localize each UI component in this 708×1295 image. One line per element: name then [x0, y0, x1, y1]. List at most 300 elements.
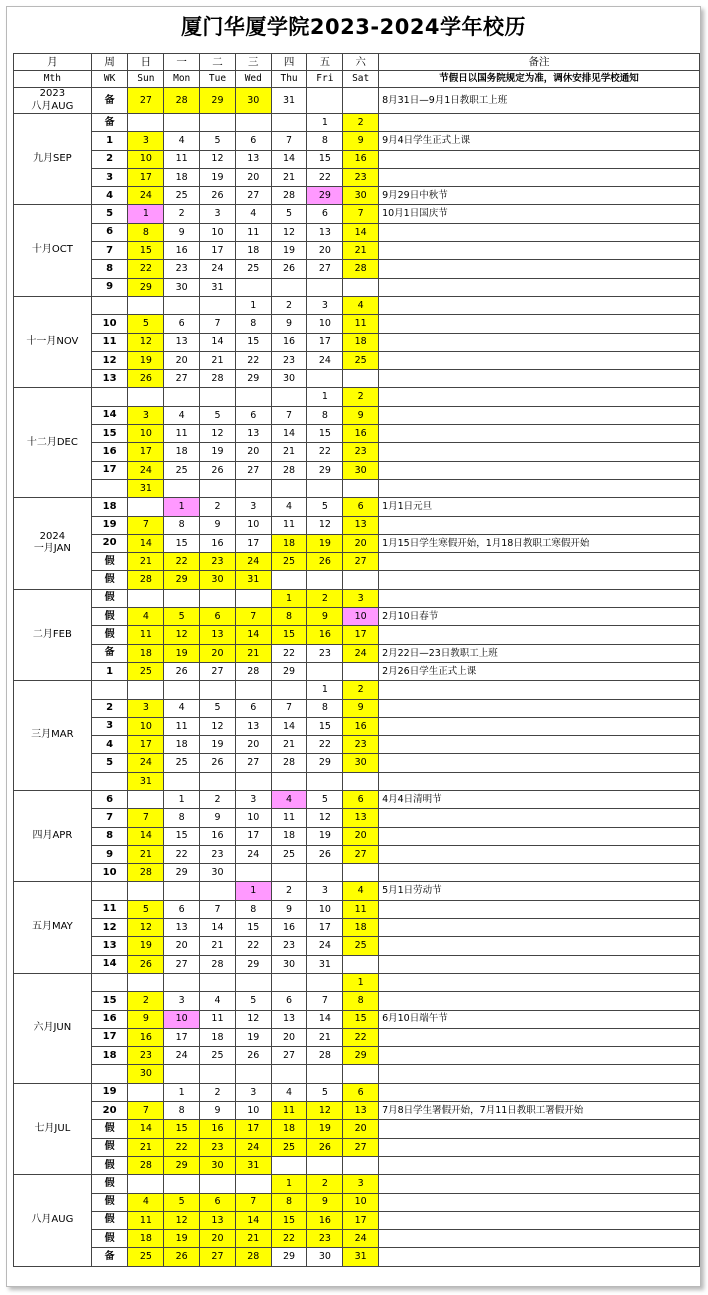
- day-cell-tue: [200, 479, 236, 497]
- day-cell-thu: 22: [271, 644, 307, 662]
- day-cell-sun: 4: [128, 608, 164, 626]
- day-cell-tue: 9: [200, 1102, 236, 1120]
- week-number: 备: [91, 88, 128, 114]
- day-cell-sat: [343, 1156, 379, 1174]
- note-cell: [379, 370, 700, 388]
- day-cell-sun: [128, 296, 164, 314]
- table-row: [14, 1010, 700, 1028]
- academic-calendar-table: [13, 53, 700, 1267]
- day-cell-sat: 13: [343, 809, 379, 827]
- day-cell-thu: 4: [271, 790, 307, 808]
- day-cell-fri: 24: [307, 351, 343, 369]
- day-cell-fri: 16: [307, 626, 343, 644]
- day-cell-sat: 9: [343, 132, 379, 150]
- table-row: [14, 1138, 700, 1156]
- day-cell-mon: 12: [164, 626, 200, 644]
- day-cell-wed: [235, 388, 271, 406]
- header-sun-en: Sun: [128, 71, 164, 88]
- day-cell-thu: 20: [271, 1028, 307, 1046]
- note-cell: [379, 223, 700, 241]
- day-cell-mon: 4: [164, 406, 200, 424]
- day-cell-wed: 8: [235, 900, 271, 918]
- day-cell-thu: [271, 1065, 307, 1083]
- month-label: 十月OCT: [14, 205, 92, 296]
- day-cell-sat: 16: [343, 425, 379, 443]
- week-number: 1: [91, 132, 128, 150]
- day-cell-tue: 12: [200, 150, 236, 168]
- note-cell: 2月10日春节: [379, 608, 700, 626]
- note-cell: [379, 589, 700, 607]
- day-cell-wed: 5: [235, 992, 271, 1010]
- day-cell-tue: 5: [200, 699, 236, 717]
- week-number: 5: [91, 754, 128, 772]
- day-cell-sat: 3: [343, 589, 379, 607]
- day-cell-mon: [164, 681, 200, 699]
- day-cell-sun: 15: [128, 242, 164, 260]
- day-cell-wed: [235, 864, 271, 882]
- note-cell: 1月15日学生寒假开始，1月18日教职工寒假开始: [379, 534, 700, 552]
- note-cell: [379, 114, 700, 132]
- day-cell-sun: [128, 973, 164, 991]
- day-cell-sat: 6: [343, 790, 379, 808]
- day-cell-thu: 30: [271, 955, 307, 973]
- day-cell-wed: 24: [235, 845, 271, 863]
- month-label: 九月SEP: [14, 114, 92, 205]
- day-cell-sun: 5: [128, 315, 164, 333]
- header-thu-en: Thu: [271, 71, 307, 88]
- day-cell-mon: 1: [164, 1083, 200, 1101]
- day-cell-tue: 12: [200, 425, 236, 443]
- day-cell-sat: 11: [343, 315, 379, 333]
- week-number: 假: [91, 1230, 128, 1248]
- day-cell-wed: 15: [235, 919, 271, 937]
- day-cell-fri: [307, 1156, 343, 1174]
- day-cell-fri: 10: [307, 315, 343, 333]
- table-row: [14, 1230, 700, 1248]
- week-number: 假: [91, 1211, 128, 1229]
- day-cell-wed: 24: [235, 1138, 271, 1156]
- table-row: [14, 534, 700, 552]
- day-cell-fri: 3: [307, 882, 343, 900]
- day-cell-sat: [343, 370, 379, 388]
- day-cell-fri: 19: [307, 827, 343, 845]
- week-number: 4: [91, 187, 128, 205]
- header-notes: 备注: [379, 54, 700, 71]
- day-cell-thu: 8: [271, 608, 307, 626]
- day-cell-sun: 17: [128, 443, 164, 461]
- note-cell: 7月8日学生署假开始，7月11日教职工署假开始: [379, 1102, 700, 1120]
- month-label: 十二月DEC: [14, 388, 92, 498]
- day-cell-sat: 3: [343, 1175, 379, 1193]
- day-cell-sun: 29: [128, 278, 164, 296]
- day-cell-mon: 4: [164, 132, 200, 150]
- day-cell-tue: 3: [200, 205, 236, 223]
- day-cell-tue: 30: [200, 571, 236, 589]
- note-cell: [379, 1193, 700, 1211]
- day-cell-fri: 22: [307, 168, 343, 186]
- week-number: 12: [91, 351, 128, 369]
- header-wed: 三: [235, 54, 271, 71]
- day-cell-mon: 18: [164, 443, 200, 461]
- day-cell-thu: 23: [271, 937, 307, 955]
- day-cell-thu: 23: [271, 351, 307, 369]
- day-cell-sun: 18: [128, 1230, 164, 1248]
- day-cell-wed: 14: [235, 626, 271, 644]
- note-cell: [379, 717, 700, 735]
- day-cell-sun: 14: [128, 1120, 164, 1138]
- day-cell-mon: 30: [164, 278, 200, 296]
- day-cell-fri: 16: [307, 1211, 343, 1229]
- day-cell-wed: 20: [235, 443, 271, 461]
- day-cell-tue: 12: [200, 717, 236, 735]
- table-row: [14, 809, 700, 827]
- table-row: [14, 1248, 700, 1266]
- day-cell-sun: 10: [128, 150, 164, 168]
- table-row: [14, 955, 700, 973]
- day-cell-mon: 5: [164, 1193, 200, 1211]
- day-cell-mon: 26: [164, 1248, 200, 1266]
- day-cell-tue: 28: [200, 370, 236, 388]
- day-cell-sun: 21: [128, 1138, 164, 1156]
- week-number: 假: [91, 553, 128, 571]
- day-cell-sat: 24: [343, 644, 379, 662]
- day-cell-mon: 28: [164, 88, 200, 114]
- day-cell-fri: 21: [307, 1028, 343, 1046]
- month-label: 四月APR: [14, 790, 92, 881]
- month-label: 五月MAY: [14, 882, 92, 973]
- day-cell-fri: 9: [307, 608, 343, 626]
- day-cell-mon: 8: [164, 1102, 200, 1120]
- day-cell-sun: 25: [128, 662, 164, 680]
- week-number: 3: [91, 168, 128, 186]
- note-cell: 2月26日学生正式上课: [379, 662, 700, 680]
- week-number: 备: [91, 644, 128, 662]
- header-mon-en: Mon: [164, 71, 200, 88]
- day-cell-mon: 25: [164, 461, 200, 479]
- day-cell-tue: 30: [200, 864, 236, 882]
- day-cell-wed: 15: [235, 333, 271, 351]
- day-cell-sun: 11: [128, 1211, 164, 1229]
- day-cell-tue: 30: [200, 1156, 236, 1174]
- week-number: [91, 296, 128, 314]
- day-cell-mon: 22: [164, 845, 200, 863]
- day-cell-fri: 15: [307, 717, 343, 735]
- day-cell-thu: 25: [271, 1138, 307, 1156]
- day-cell-fri: 10: [307, 900, 343, 918]
- day-cell-thu: 19: [271, 242, 307, 260]
- day-cell-wed: 17: [235, 1120, 271, 1138]
- week-number: 假: [91, 1175, 128, 1193]
- day-cell-wed: 8: [235, 315, 271, 333]
- week-number: [91, 973, 128, 991]
- note-cell: [379, 150, 700, 168]
- note-cell: [379, 973, 700, 991]
- day-cell-sat: 30: [343, 461, 379, 479]
- header-wed-en: Wed: [235, 71, 271, 88]
- day-cell-mon: 1: [164, 790, 200, 808]
- day-cell-mon: 4: [164, 699, 200, 717]
- day-cell-mon: 20: [164, 937, 200, 955]
- day-cell-wed: 25: [235, 260, 271, 278]
- day-cell-wed: 21: [235, 644, 271, 662]
- note-cell: [379, 553, 700, 571]
- day-cell-sun: [128, 681, 164, 699]
- day-cell-tue: 6: [200, 608, 236, 626]
- day-cell-mon: 11: [164, 425, 200, 443]
- day-cell-tue: 31: [200, 278, 236, 296]
- day-cell-fri: [307, 973, 343, 991]
- day-cell-sun: 26: [128, 370, 164, 388]
- header-notes-en: 节假日以国务院规定为准，调休安排见学校通知: [379, 71, 700, 88]
- day-cell-wed: 22: [235, 351, 271, 369]
- table-row: [14, 827, 700, 845]
- day-cell-sun: 24: [128, 754, 164, 772]
- note-cell: [379, 1120, 700, 1138]
- day-cell-sun: 31: [128, 772, 164, 790]
- page-title: 厦门华厦学院2023-2024学年校历: [180, 15, 527, 39]
- note-cell: [379, 260, 700, 278]
- day-cell-tue: 9: [200, 809, 236, 827]
- day-cell-thu: 2: [271, 296, 307, 314]
- day-cell-wed: 27: [235, 187, 271, 205]
- day-cell-fri: 23: [307, 1230, 343, 1248]
- day-cell-tue: 13: [200, 1211, 236, 1229]
- day-cell-tue: 29: [200, 88, 236, 114]
- table-row: [14, 644, 700, 662]
- day-cell-sat: 25: [343, 351, 379, 369]
- table-row: [14, 1047, 700, 1065]
- day-cell-tue: 18: [200, 1028, 236, 1046]
- note-cell: [379, 681, 700, 699]
- week-number: 13: [91, 937, 128, 955]
- week-number: 14: [91, 406, 128, 424]
- note-cell: [379, 955, 700, 973]
- day-cell-fri: [307, 370, 343, 388]
- week-number: [91, 882, 128, 900]
- day-cell-wed: 29: [235, 370, 271, 388]
- day-cell-fri: 29: [307, 187, 343, 205]
- week-number: [91, 681, 128, 699]
- week-number: 18: [91, 1047, 128, 1065]
- day-cell-sun: 22: [128, 260, 164, 278]
- day-cell-sat: [343, 479, 379, 497]
- day-cell-fri: 5: [307, 498, 343, 516]
- week-number: 假: [91, 608, 128, 626]
- day-cell-fri: 1: [307, 388, 343, 406]
- day-cell-wed: 22: [235, 937, 271, 955]
- table-row: [14, 1175, 700, 1193]
- day-cell-tue: [200, 1065, 236, 1083]
- day-cell-tue: 2: [200, 790, 236, 808]
- table-row: [14, 150, 700, 168]
- day-cell-tue: 19: [200, 736, 236, 754]
- day-cell-thu: 18: [271, 827, 307, 845]
- table-row: [14, 626, 700, 644]
- day-cell-tue: 5: [200, 132, 236, 150]
- day-cell-tue: [200, 388, 236, 406]
- table-row: [14, 498, 700, 516]
- day-cell-fri: 17: [307, 919, 343, 937]
- month-label: 2023 八月AUG: [14, 88, 92, 114]
- day-cell-mon: 19: [164, 644, 200, 662]
- day-cell-sat: 24: [343, 1230, 379, 1248]
- week-number: 6: [91, 790, 128, 808]
- day-cell-fri: 22: [307, 443, 343, 461]
- day-cell-fri: 9: [307, 1193, 343, 1211]
- table-row: [14, 406, 700, 424]
- day-cell-sun: 30: [128, 1065, 164, 1083]
- day-cell-sun: 28: [128, 1156, 164, 1174]
- day-cell-thu: 30: [271, 370, 307, 388]
- day-cell-mon: 25: [164, 187, 200, 205]
- day-cell-wed: 20: [235, 168, 271, 186]
- day-cell-wed: 20: [235, 736, 271, 754]
- week-number: 假: [91, 571, 128, 589]
- table-row: [14, 187, 700, 205]
- note-cell: [379, 900, 700, 918]
- table-row: [14, 1065, 700, 1083]
- day-cell-mon: [164, 1175, 200, 1193]
- day-cell-wed: 6: [235, 699, 271, 717]
- day-cell-mon: 8: [164, 516, 200, 534]
- note-cell: [379, 1083, 700, 1101]
- day-cell-tue: 25: [200, 1047, 236, 1065]
- day-cell-thu: 28: [271, 754, 307, 772]
- table-row: [14, 662, 700, 680]
- day-cell-sun: 14: [128, 827, 164, 845]
- day-cell-sun: [128, 388, 164, 406]
- day-cell-thu: [271, 114, 307, 132]
- header-tue: 二: [200, 54, 236, 71]
- day-cell-mon: [164, 388, 200, 406]
- week-number: 19: [91, 1083, 128, 1101]
- day-cell-tue: 17: [200, 242, 236, 260]
- day-cell-wed: 13: [235, 425, 271, 443]
- note-cell: [379, 461, 700, 479]
- day-cell-sat: 15: [343, 1010, 379, 1028]
- day-cell-wed: 10: [235, 516, 271, 534]
- week-number: [91, 772, 128, 790]
- note-cell: [379, 443, 700, 461]
- day-cell-mon: 5: [164, 608, 200, 626]
- day-cell-sat: 29: [343, 1047, 379, 1065]
- day-cell-mon: 15: [164, 534, 200, 552]
- day-cell-thu: 16: [271, 333, 307, 351]
- day-cell-sat: 28: [343, 260, 379, 278]
- header-tue-en: Tue: [200, 71, 236, 88]
- table-row: [14, 772, 700, 790]
- table-row: [14, 900, 700, 918]
- table-row: [14, 88, 700, 114]
- day-cell-tue: 21: [200, 937, 236, 955]
- day-cell-thu: 1: [271, 589, 307, 607]
- day-cell-mon: 6: [164, 900, 200, 918]
- day-cell-mon: 29: [164, 1156, 200, 1174]
- day-cell-sat: [343, 278, 379, 296]
- day-cell-mon: 25: [164, 754, 200, 772]
- day-cell-thu: 22: [271, 1230, 307, 1248]
- day-cell-fri: 7: [307, 992, 343, 1010]
- day-cell-thu: [271, 973, 307, 991]
- day-cell-wed: 26: [235, 1047, 271, 1065]
- day-cell-sun: 7: [128, 809, 164, 827]
- day-cell-wed: 12: [235, 1010, 271, 1028]
- note-cell: [379, 351, 700, 369]
- table-row: [14, 882, 700, 900]
- table-row: [14, 333, 700, 351]
- week-number: 9: [91, 278, 128, 296]
- day-cell-tue: 23: [200, 845, 236, 863]
- week-number: 2: [91, 699, 128, 717]
- week-number: 15: [91, 992, 128, 1010]
- table-row: [14, 553, 700, 571]
- week-number: 假: [91, 1120, 128, 1138]
- day-cell-sat: 7: [343, 205, 379, 223]
- day-cell-tue: 23: [200, 553, 236, 571]
- week-number: 11: [91, 900, 128, 918]
- day-cell-mon: 13: [164, 919, 200, 937]
- day-cell-sat: [343, 772, 379, 790]
- day-cell-sat: 20: [343, 827, 379, 845]
- day-cell-thu: [271, 571, 307, 589]
- day-cell-thu: 13: [271, 1010, 307, 1028]
- week-number: [91, 479, 128, 497]
- header-month-en: Mth: [14, 71, 92, 88]
- note-cell: [379, 626, 700, 644]
- day-cell-fri: 2: [307, 589, 343, 607]
- day-cell-mon: 24: [164, 1047, 200, 1065]
- day-cell-mon: 18: [164, 736, 200, 754]
- note-cell: [379, 754, 700, 772]
- day-cell-mon: [164, 589, 200, 607]
- day-cell-wed: 7: [235, 608, 271, 626]
- day-cell-tue: 21: [200, 351, 236, 369]
- day-cell-mon: 9: [164, 223, 200, 241]
- note-cell: 8月31日—9月1日教职工上班: [379, 88, 700, 114]
- note-cell: [379, 919, 700, 937]
- day-cell-sun: 7: [128, 516, 164, 534]
- day-cell-sat: 27: [343, 845, 379, 863]
- note-cell: [379, 736, 700, 754]
- day-cell-thu: 29: [271, 662, 307, 680]
- day-cell-thu: 7: [271, 699, 307, 717]
- day-cell-wed: 31: [235, 571, 271, 589]
- day-cell-fri: 27: [307, 260, 343, 278]
- day-cell-thu: 28: [271, 187, 307, 205]
- table-row: [14, 1083, 700, 1101]
- note-cell: 1月1日元旦: [379, 498, 700, 516]
- table-row: [14, 315, 700, 333]
- day-cell-tue: 19: [200, 168, 236, 186]
- day-cell-sat: 14: [343, 223, 379, 241]
- day-cell-sat: 11: [343, 900, 379, 918]
- week-number: 2: [91, 150, 128, 168]
- note-cell: [379, 333, 700, 351]
- day-cell-sun: [128, 790, 164, 808]
- day-cell-thu: 2: [271, 882, 307, 900]
- table-row: [14, 608, 700, 626]
- day-cell-wed: [235, 278, 271, 296]
- table-row: [14, 790, 700, 808]
- day-cell-tue: 16: [200, 534, 236, 552]
- day-cell-sun: [128, 1175, 164, 1193]
- day-cell-mon: 27: [164, 955, 200, 973]
- day-cell-thu: 25: [271, 553, 307, 571]
- day-cell-fri: 24: [307, 937, 343, 955]
- table-row: [14, 223, 700, 241]
- day-cell-tue: [200, 681, 236, 699]
- note-cell: [379, 425, 700, 443]
